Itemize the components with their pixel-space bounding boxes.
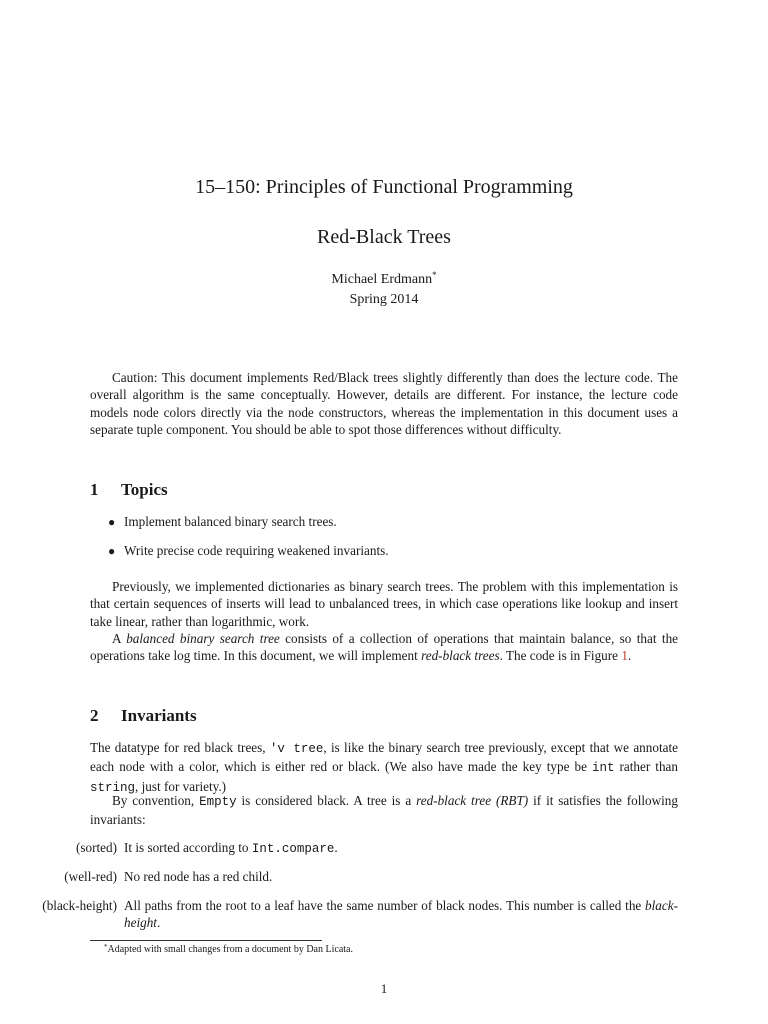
footnote — [104, 943, 353, 955]
code-string: string — [90, 780, 136, 795]
list-item-text: Write precise code requiring weakened invariants. — [124, 543, 389, 558]
list-item — [108, 514, 337, 530]
datatype-paragraph: The datatype for red black trees, 'v tree, is like the binary search tree previously, except that we annotate each node with a color, which is either red or black. (We also have made the key type be int rather than string, just for variety.) — [90, 740, 679, 795]
document-title: Red-Black Trees — [317, 226, 451, 248]
author-footnote-mark: * — [432, 270, 437, 280]
code-vtree: 'v tree — [269, 742, 324, 756]
section-heading-invariants — [90, 706, 197, 726]
term-red-black-trees: red-black trees — [421, 648, 500, 664]
list-item-text: Implement balanced binary search trees. — [124, 514, 337, 529]
footnote-rule — [90, 940, 322, 941]
section-number: 1 — [90, 480, 99, 499]
footnote-text: Adapted with small changes from a document by Dan Licata. — [107, 944, 353, 955]
invariant-label: (sorted) — [75, 840, 117, 855]
bullet-icon: ● — [108, 515, 116, 529]
date-line: Spring 2014 — [349, 292, 419, 307]
author-line — [0, 270, 768, 288]
invariant-text: No red node has a red child. — [124, 869, 273, 884]
term-black-height: black-height — [124, 898, 678, 931]
balanced-tree-paragraph: A balanced binary search tree consists of a collection of operations that maintain balance, so that the operations take log time. In this document, we will implement red-black trees. The code is in Figure 1. — [90, 631, 679, 664]
invariant-text: All paths from the root to a leaf have the same number of black nodes. This number is called the black-height. — [124, 898, 678, 931]
invariant-text: It is sorted according to Int.compare. — [124, 840, 338, 856]
bullet-icon: ● — [108, 544, 116, 558]
code-int-compare: Int.compare — [251, 842, 335, 856]
caution-paragraph: Caution: This document implements Red/Black trees slightly differently than does the lecture code. The overall algorithm is the same conceptually. However, details are different. For instance, the lecture code models node colors directly via the node constructors, whereas the implementation in this document uses a separate tuple component. You should be able to spot those differences without difficulty. — [90, 370, 678, 438]
section-number: 2 — [90, 706, 99, 725]
term-balanced-bst: balanced binary search tree — [126, 631, 280, 646]
page-number: 1 — [380, 981, 388, 996]
invariant-label: (black-height) — [42, 898, 117, 913]
previously-paragraph: Previously, we implemented dictionaries as binary search trees. The problem with this implementation is that certain sequences of inserts will lead to unbalanced trees, in which case operations like lookup and insert take linear, rather than logarithmic, work. — [90, 579, 678, 629]
section-title: Invariants — [121, 706, 197, 725]
list-item — [108, 543, 389, 559]
figure-reference-link[interactable]: 1 — [621, 648, 628, 664]
section-heading-topics — [90, 480, 168, 500]
convention-paragraph: By convention, Empty is considered black. A tree is a red-black tree (RBT) if it satisfies the following invariants: — [90, 793, 678, 828]
course-title: 15–150: Principles of Functional Programming — [195, 176, 573, 198]
code-int: int — [591, 761, 615, 776]
code-empty: Empty — [199, 795, 237, 809]
invariant-label: (well-red) — [64, 869, 117, 884]
section-title: Topics — [121, 480, 168, 499]
author-name: Michael Erdmann — [331, 272, 433, 287]
term-rbt: red-black tree (RBT) — [416, 793, 529, 808]
footnote-mark: * — [104, 943, 108, 951]
